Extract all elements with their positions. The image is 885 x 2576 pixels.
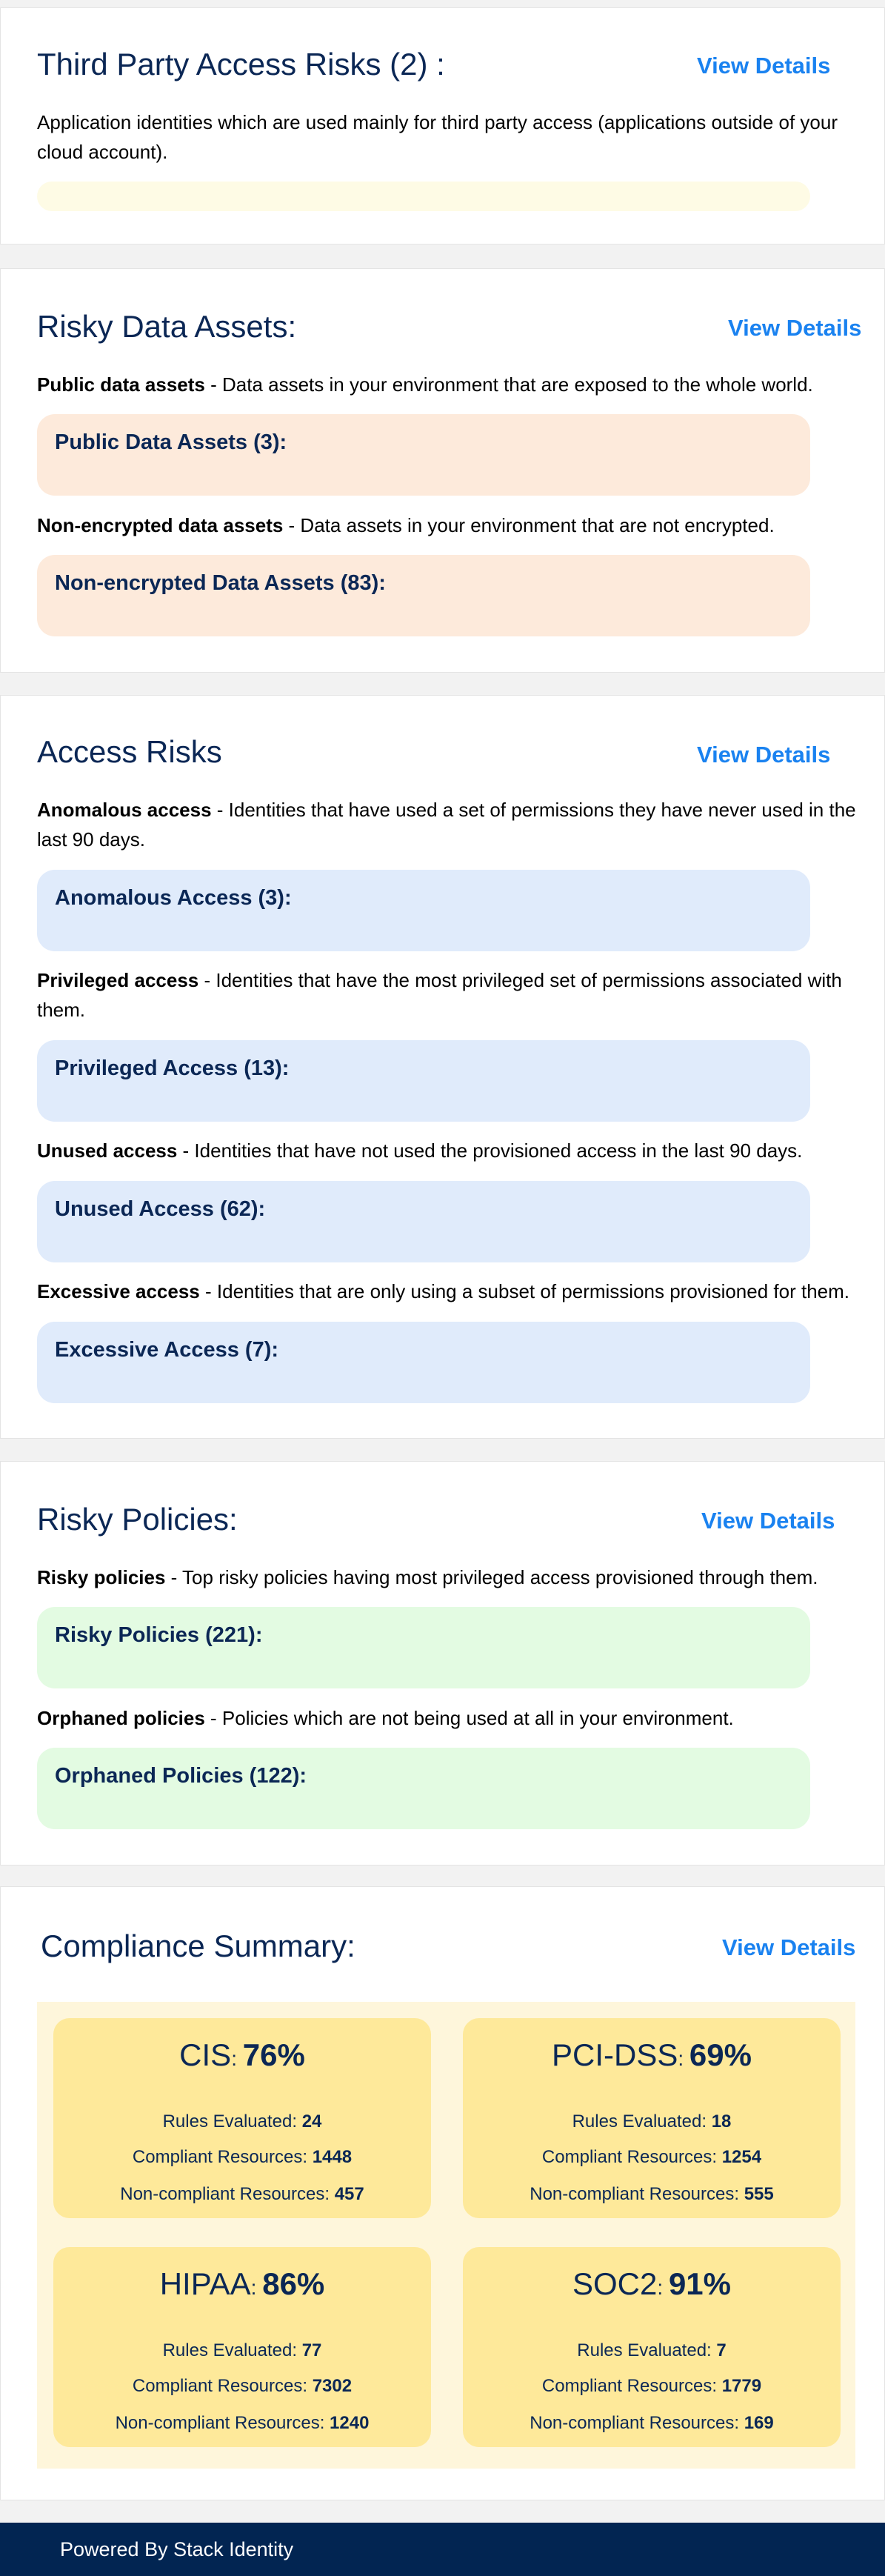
risky-policies-card[interactable] bbox=[37, 1607, 810, 1688]
public-data-description: Public data assets - Data assets in your environment that are exposed to the whole world. bbox=[37, 373, 813, 396]
unused-access-label: Unused Access (62): bbox=[55, 1197, 266, 1221]
nonencrypted-data-description: Non-encrypted data assets - Data assets in your environment that are not encrypted. bbox=[37, 514, 775, 536]
orphaned-policies-description: Orphaned policies - Policies which are not being used at all in your environment. bbox=[37, 1707, 734, 1729]
nonencrypted-data-assets-label: Non-encrypted Data Assets (83): bbox=[55, 571, 386, 595]
compliance-percentage: 76% bbox=[242, 2037, 305, 2072]
compliance-percentage: 91% bbox=[668, 2266, 731, 2301]
compliance-title: Compliance Summary: bbox=[41, 1928, 355, 1963]
compliant-resources: Compliant Resources: 7302 bbox=[132, 2376, 353, 2396]
compliance-card-pci-dss[interactable] bbox=[463, 2018, 841, 2218]
data-assets-view-details-link[interactable]: View Details bbox=[728, 315, 862, 341]
third-party-description: Application identities which are used mainly for third party access (applications outside of your cloud account). bbox=[37, 111, 838, 163]
third-party-view-details-link[interactable]: View Details bbox=[697, 53, 831, 79]
third-party-section bbox=[0, 7, 885, 244]
compliance-framework-name: CIS: 76% bbox=[179, 2037, 305, 2072]
privileged-access-label: Privileged Access (13): bbox=[55, 1056, 290, 1080]
risky-policies-label: Risky Policies (221): bbox=[55, 1623, 263, 1647]
risky-policies-title: Risky Policies: bbox=[37, 1502, 238, 1537]
public-data-assets-card[interactable] bbox=[37, 414, 810, 496]
footer-powered-by: Powered By Stack Identity bbox=[60, 2538, 294, 2560]
access-risks-title: Access Risks bbox=[37, 734, 222, 769]
compliance-framework-name: SOC2: 91% bbox=[572, 2266, 731, 2301]
noncompliant-resources: Non-compliant Resources: 555 bbox=[530, 2184, 774, 2204]
compliance-percentage: 86% bbox=[262, 2266, 325, 2301]
compliance-card-soc2[interactable] bbox=[463, 2247, 841, 2447]
third-party-bar bbox=[37, 182, 810, 211]
compliant-resources: Compliant Resources: 1779 bbox=[541, 2376, 762, 2396]
compliance-grid bbox=[37, 2002, 855, 2469]
compliance-framework-name: PCI-DSS: 69% bbox=[552, 2037, 752, 2072]
risky-policies-description: Risky policies - Top risky policies having most privileged access provisioned through them. bbox=[37, 1566, 818, 1588]
access-risks-view-details-link[interactable]: View Details bbox=[697, 742, 831, 768]
third-party-title: Third Party Access Risks (2) : bbox=[37, 47, 445, 81]
public-data-assets-label: Public Data Assets (3): bbox=[55, 430, 287, 454]
risky-policies-section bbox=[0, 1461, 885, 1866]
excessive-access-label: Excessive Access (7): bbox=[55, 1338, 279, 1362]
rules-evaluated: Rules Evaluated: 77 bbox=[162, 2340, 322, 2360]
rules-evaluated: Rules Evaluated: 18 bbox=[572, 2111, 732, 2131]
compliance-section bbox=[0, 1886, 885, 2500]
excessive-access-card[interactable] bbox=[37, 1322, 810, 1403]
compliant-resources: Compliant Resources: 1448 bbox=[132, 2147, 353, 2167]
unused-access-description: Unused access - Identities that have not used the provisioned access in the last 90 days. bbox=[37, 1139, 803, 1162]
rules-evaluated: Rules Evaluated: 7 bbox=[577, 2340, 727, 2360]
orphaned-policies-card[interactable] bbox=[37, 1748, 810, 1829]
anomalous-access-description: Anomalous access - Identities that have used a set of permissions they have never used in the last 90 days. bbox=[37, 799, 856, 851]
access-risks-section bbox=[0, 695, 885, 1439]
orphaned-policies-label: Orphaned Policies (122): bbox=[55, 1764, 307, 1788]
noncompliant-resources: Non-compliant Resources: 1240 bbox=[115, 2413, 370, 2433]
compliance-card-hipaa[interactable] bbox=[53, 2247, 431, 2447]
risky-policies-view-details-link[interactable]: View Details bbox=[701, 1508, 835, 1534]
privileged-access-card[interactable] bbox=[37, 1040, 810, 1122]
excessive-access-description: Excessive access - Identities that are only using a subset of permissions provisioned for them. bbox=[37, 1280, 850, 1302]
compliance-card-cis[interactable] bbox=[53, 2018, 431, 2218]
noncompliant-resources: Non-compliant Resources: 457 bbox=[120, 2184, 364, 2204]
compliance-view-details-link[interactable]: View Details bbox=[722, 1934, 856, 1960]
privileged-access-description: Privileged access - Identities that have the most privileged set of permissions associated with them. bbox=[37, 969, 842, 1021]
noncompliant-resources: Non-compliant Resources: 169 bbox=[530, 2413, 774, 2433]
compliant-resources: Compliant Resources: 1254 bbox=[541, 2147, 762, 2167]
anomalous-access-label: Anomalous Access (3): bbox=[55, 886, 292, 910]
rules-evaluated: Rules Evaluated: 24 bbox=[162, 2111, 322, 2131]
data-assets-section bbox=[0, 268, 885, 673]
unused-access-card[interactable] bbox=[37, 1181, 810, 1262]
anomalous-access-card[interactable] bbox=[37, 870, 810, 951]
compliance-framework-name: HIPAA: 86% bbox=[159, 2266, 325, 2301]
compliance-percentage: 69% bbox=[689, 2037, 752, 2072]
footer bbox=[0, 2523, 885, 2576]
data-assets-title: Risky Data Assets: bbox=[37, 309, 297, 344]
nonencrypted-data-assets-card[interactable] bbox=[37, 555, 810, 636]
